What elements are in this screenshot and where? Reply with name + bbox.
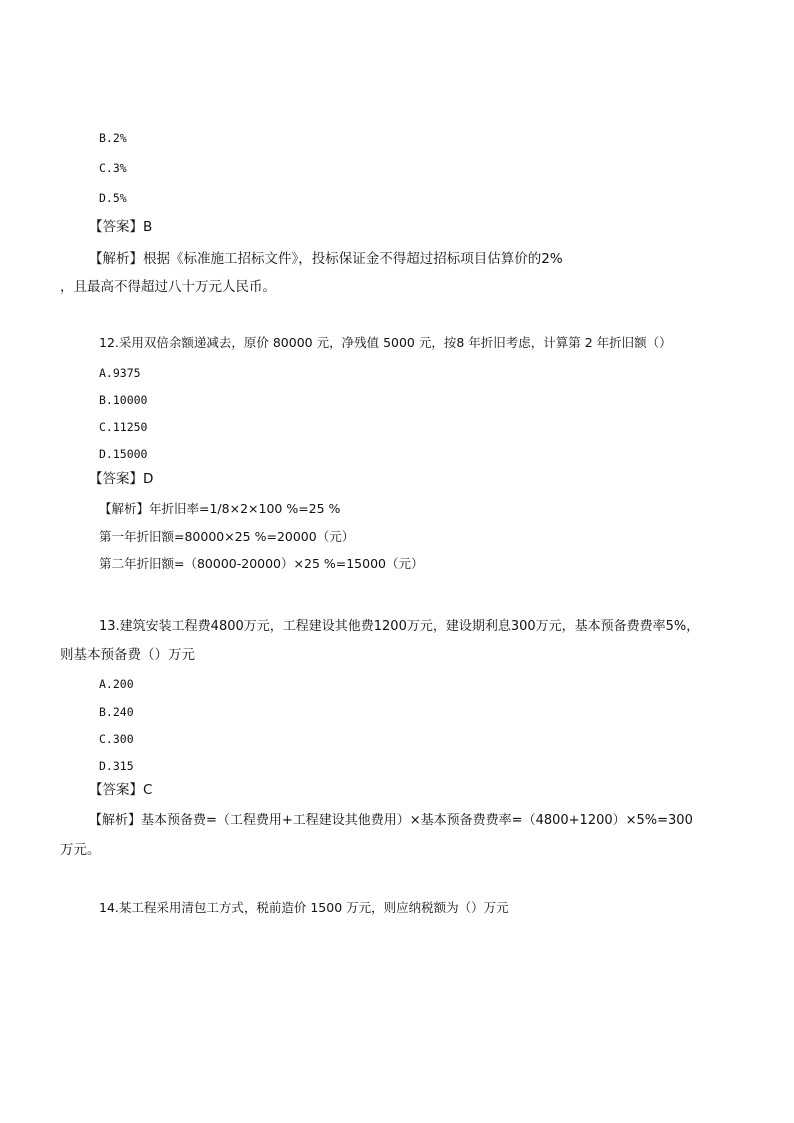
analysis-line: 第二年折旧额=（80000-20000）×25 %=15000（元）	[99, 556, 424, 571]
option-c: C.11250	[99, 420, 148, 434]
option-a: A.9375	[99, 366, 141, 380]
analysis-line: 第一年折旧额=80000×25 %=20000（元）	[99, 529, 355, 544]
analysis-line: 万元。	[60, 842, 101, 858]
answer-line: 【答案】D	[89, 471, 154, 487]
answer-line: 【答案】C	[89, 782, 153, 798]
option-b: B.10000	[99, 393, 148, 407]
analysis-line: 【解析】根据《标准施工招标文件》，投标保证金不得超过招标项目估算价的2%	[89, 251, 563, 267]
option-d: D.15000	[99, 447, 148, 461]
answer-line: 【答案】B	[89, 219, 153, 235]
option-d: D.5%	[99, 191, 127, 205]
analysis-line: 【解析】年折旧率=1/8×2×100 %=25 %	[99, 501, 341, 516]
question-14: 14.某工程采用清包工方式，税前造价 1500 万元，则应纳税额为（）万元	[99, 900, 509, 915]
option-c: C.300	[99, 732, 134, 746]
option-a: A.200	[99, 677, 134, 691]
option-c: C.3%	[99, 161, 127, 175]
question-13: 13.建筑安装工程费4800万元，工程建设其他费1200万元，建设期利息300万元，基本预备费费率5%，	[99, 619, 700, 634]
option-b: B.240	[99, 705, 134, 719]
option-b: B.2%	[99, 131, 127, 145]
question-12: 12.采用双倍余额递减去，原价 80000 元，净残值 5000 元，按8 年折旧考虑，计算第 2 年折旧额（）	[99, 335, 672, 350]
option-d: D.315	[99, 759, 134, 773]
question-13-cont: 则基本预备费（）万元	[60, 647, 195, 663]
analysis-line: 【解析】基本预备费=（工程费用+工程建设其他费用）×基本预备费费率=（4800+1200）×5%=300	[89, 813, 693, 828]
analysis-line: ，且最高不得超过八十万元人民币。	[60, 279, 276, 295]
